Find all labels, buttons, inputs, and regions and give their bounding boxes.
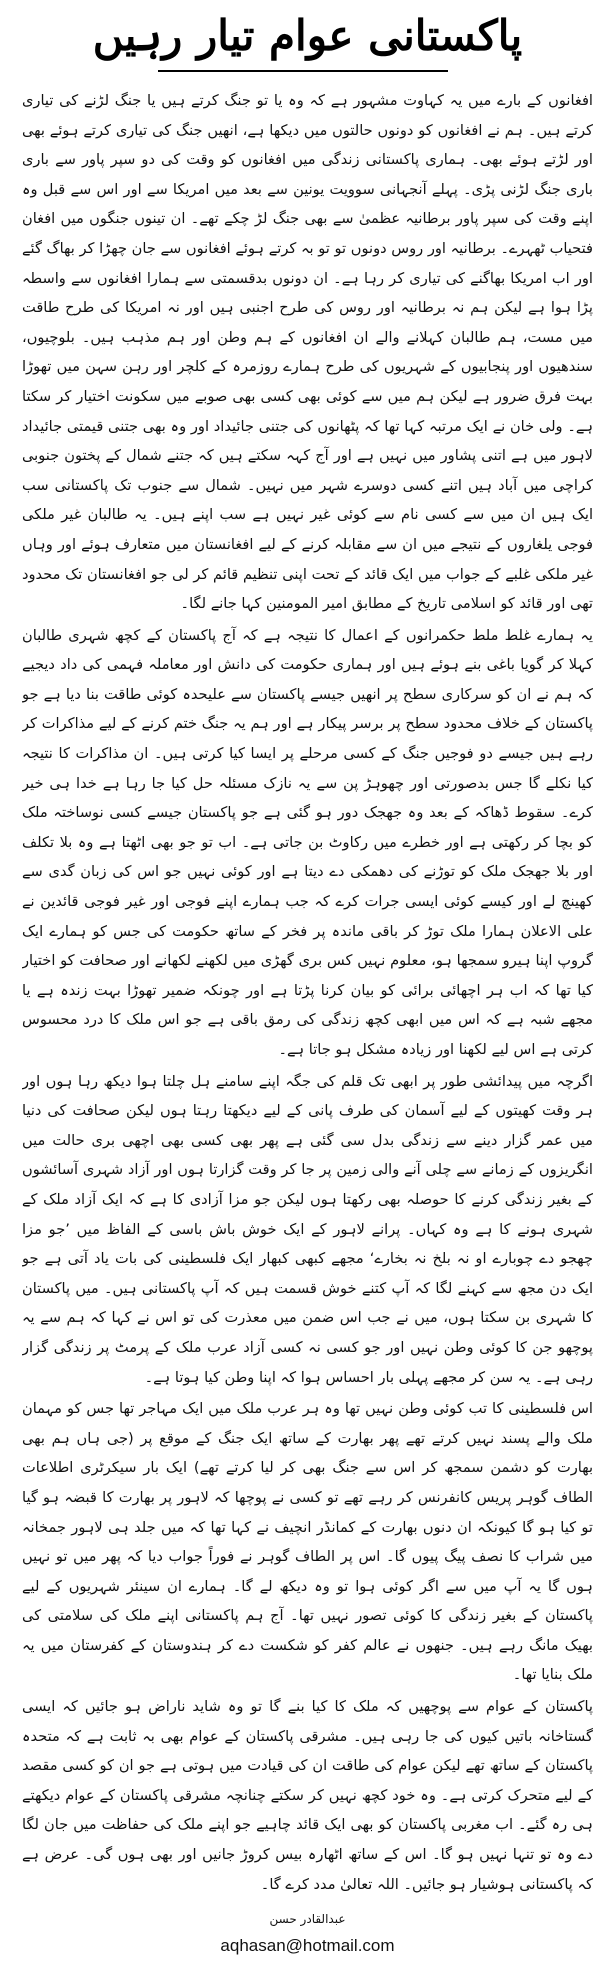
- article-paragraph-2: یہ ہمارے غلط ملط حکمرانوں کے اعمال کا نتیجہ ہے کہ آج پاکستان کے کچھ شہری طالبان کہلا کر گویا باغی بنے ہوئے ہیں اور ہماری حکومت کی دانش اور معاملہ فہمی کی داد دیجیے کہ ہم نے ان کو سرکاری سطح پر انھیں جیسے پاکستان سے علیحدہ کوئی طاقت بنا دیا ہے جو پاکستان کے خلاف محدود سطح پر برسر پیکار ہے اور ہم یہ جنگ ختم کرنے کے لیے مذاکرات کر رہے ہیں جیسے دو فوجیں جنگ کے کسی مرحلے پر ایسا کیا کرتی ہیں۔ ان مذاکرات کا نتیجہ کیا نکلے گا جس بدصورتی اور چھوہڑ پن سے یہ نازک مسئلہ حل کیا جا رہا ہے خدا ہی خیر کرے۔ سقوط ڈھاکہ کے بعد وہ جھجک دور ہو گئی ہے جو پاکستان جیسے کسی نوساختہ ملک کو بچا کر رکھتی ہے اور خطرے میں رکاوٹ بن جاتی ہے۔ اب تو جو بھی اٹھتا ہے وہ بلا تکلف اور بلا جھجک ملک کو توڑنے کی دھمکی دے دیتا ہے اور کوئی نہیں جو اس کی زبان گدی سے کھینچ لے اور کیسے کوئی ایسی جرات کرے کہ جب ہمارے اپنے فوجی اور غیر فوجی قائدین نے علی الاعلان ہمارا ملک توڑ کر باقی ماندہ پر فخر کے ساتھ حکومت کی جس کو ہمارے ایک گروپ اپنا ہیرو سمجھا ہو، معلوم نہیں کس بری گھڑی میں لکھنے لکھانے اور صحافت کو اختیار کیا تھا کہ اب ہر اچھائی برائی کو بیان کرنا پڑتا ہے اور چونکہ ضمیر تھوڑا بہت زندہ ہے یا مجھے شبہ ہے کہ اس میں ابھی کچھ زندگی کی رمق باقی ہے جو اس ملک کا درد محسوس کرتی ہے اس لیے لکھنا اور زیادہ مشکل ہو جاتا ہے۔: [22, 626, 593, 1058]
- article-body: [22, 86, 593, 1908]
- author-email: aqhasan@hotmail.com: [220, 1936, 395, 1955]
- article-title: پاکستانی عوام تیار رہیں: [92, 11, 523, 60]
- article-paragraph-4: اس فلسطینی کا تب کوئی وطن نہیں تھا وہ ہر عرب ملک میں ایک مہاجر تھا جس کو مہمان ملک والے پسند نہیں کرتے تھے پھر بھارت کے ساتھ ایک جنگ کے موقع پر (جی ہاں ہم بھی بھارت کو دشمن سمجھ کر اس سے جنگ بھی کر لیا کرتے تھے) ایک بار سیکرٹری اطلاعات الطاف گوہر پریس کانفرنس کر رہے تھے تو کسی نے پوچھا کہ لاہور پر بھارت کا قبضہ ہو گیا تو کیا ہو گا کیونکہ ان دنوں بھارت کے کمانڈر انچیف نے کہا تھا کہ میں جلد ہی لاہور جمخانہ میں شراب کا نصف پیگ پیوں گا۔ اس پر الطاف گوہر نے فوراً جواب دیا کہ پھر میں تو نہیں ہوں گا یہ آپ میں سے اگر کوئی ہوا تو وہ دیکھ لے گا۔ ہمارے ان سینئر شہریوں کے لیے پاکستان کے بغیر زندگی کا کوئی تصور نہیں تھا۔ آج ہم پاکستانی اپنے ملک کی سلامتی کی بھیک مانگ رہے ہیں۔ جنھوں نے عالم کفر کو شکست دے کر ہندوستان کے کفرستان میں یہ ملک بنایا تھا۔: [22, 1400, 593, 1684]
- article-paragraph-3: اگرچہ میں پیدائشی طور پر ابھی تک قلم کی جگہ اپنے سامنے ہل چلتا ہوا دیکھ رہا ہوں اور ہر وقت کھیتوں کے لیے آسمان کی طرف پانی کے لیے دیکھتا رہتا ہوں لیکن صحافت کی دنیا میں عمر گزار دینے سے زندگی بدل سی گئی ہے پھر بھی کسی بھی اچھی بری حالت میں انگریزوں کے زمانے سے چلی آنے والی زمین پر جا کر وقت گزارتا ہوں اور آزاد شہری آسائشوں کے بغیر زندگی کرنے کا حوصلہ بھی رکھتا ہوں لیکن جو مزا آزادی کا ہے کہ ایک آزاد ملک کے شہری ہونے کا ہے وہ کہاں۔ پرانے لاہور کے ایک خوش باش باسی کے الفاظ میں ’جو مزا چھجو دے چوبارے او نہ بلخ نہ بخارے‘ مجھے کبھی کبھار ایک فلسطینی کی بات یاد آتی ہے جو ایک دن مجھ سے کہنے لگا کہ آپ کتنے خوش قسمت ہیں کہ آپ پاکستانی ہیں۔ میں پاکستان کا شہری بن سکتا ہوں، میں نے جب اس ضمن میں معذرت کی تو اس نے کہا کہ ہم سے یہ پوچھو جن کا کوئی وطن نہیں اور جو کسی نہ کسی آزاد عرب ملک کے پرمٹ پر زندگی گزار رہی ہے۔ یہ سن کر مجھے پہلی بار احساس ہوا کہ اپنا وطن کیا ہوتا ہے۔: [22, 1072, 593, 1386]
- author-name: عبدالقادر حسن: [269, 1912, 346, 1926]
- article-header: [0, 8, 615, 64]
- title-underline: [158, 70, 448, 72]
- article-paragraph-1: افغانوں کے بارے میں یہ کہاوت مشہور ہے کہ وہ یا تو جنگ کرتے ہیں یا جنگ لڑنے کی تیاری کرتے ہیں۔ ہم نے افغانوں کو دونوں حالتوں میں دیکھا ہے، انھیں جنگ کی تیاری کرتے ہوئے بھی اور لڑتے ہوئے بھی۔ ہماری پاکستانی زندگی میں افغانوں کو وقت کی دو سپر پاور سے باری باری جنگ لڑنی پڑی۔ پہلے آنجہانی سوویت یونین سے بعد میں امریکا سے اور اس سے قبل وہ اپنے وقت کی سپر پاور برطانیہ عظمیٰ سے بھی جنگ لڑ چکے تھے۔ ان تینوں جنگوں میں افغان فتحیاب ٹھہرے۔ برطانیہ اور روس دونوں تو تو بہ کرتے ہوئے افغانوں سے جان چھڑا کر بھاگ گئے اور اب امریکا بھاگنے کی تیاری کر رہا ہے۔ ان دونوں بدقسمتی سے ہمارا افغانوں سے واسطہ پڑا ہوا ہے لیکن ہم نہ برطانیہ اور روس کی طرح اجنبی ہیں اور نہ امریکا کی طرح طاقت میں مست، ہم طالبان کہلانے والے ان افغانوں کے ہم وطن اور ہم مذہب ہیں۔ بلوچیوں، سندھیوں اور پنجابیوں کے شہریوں کی طرح ہمارے روزمرہ کے کلچر اور رہن سہن میں تھوڑا بہت فرق ضرور ہے لیکن ہم میں سے کوئی بھی کسی بھی صوبے میں سکونت اختیار کر سکتا ہے۔ ولی خان نے ایک مرتبہ کہا تھا کہ پٹھانوں کی جتنی جائیداد اور وہ بھی جتنی قیمتی جائیداد لاہور میں ہے اتنی پشاور میں نہیں ہے اور آج کہہ سکتے ہیں کہ جتنے شمال کے پختون جنوبی کراچی میں آباد ہیں اتنے کسی دوسرے شہر میں نہیں۔ شمال سے جنوب تک پاکستانی سب ایک ہیں ان میں سے کسی نام سے کوئی غیر نہیں ہے سب اپنے ہیں۔ یہ طالبان غیر ملکی فوجی یلغاروں کے نتیجے میں ان سے مقابلہ کرنے کے لیے افغانستان میں متعارف ہوئے اور وہاں غیر ملکی غلبے کے جواب میں ایک قائد کے تحت اپنی تنظیم قائم کر لی جو افغانستان تک محدود تھی اور قائد کو اسلامی تاریخ کے مطابق امیر المومنین کہا جانے لگا۔: [22, 92, 593, 613]
- article-paragraph-5: پاکستان کے عوام سے پوچھیں کہ ملک کا کیا بنے گا تو وہ شاید ناراض ہو جائیں کہ ایسی گستاخانہ باتیں کیوں کی جا رہی ہیں۔ مشرقی پاکستان کے عوام بھی بہ ثابت ہے کہ متحدہ پاکستان کے ساتھ تھے لیکن عوام کی طاقت ان کی قیادت میں ہوتی ہے جو ان کو کسی مقصد کے لیے متحرک کرتی ہے۔ وہ خود کچھ نہیں کر سکتے چنانچہ مشرقی پاکستان کے عوام دیکھتے ہی رہ گئے۔ اب مغربی پاکستان کو بھی ایک قائد چاہیے جو اپنے ملک کی حفاظت میں جان لگا دے وہ تو تنہا نہیں ہو گا۔ اس کے ساتھ اٹھارہ بیس کروڑ جانیں اور بھی ہوں گی۔ عرض ہے کہ پاکستانی ہوشیار ہو جائیں۔ اللہ تعالیٰ مدد کرے گا۔: [22, 1698, 593, 1893]
